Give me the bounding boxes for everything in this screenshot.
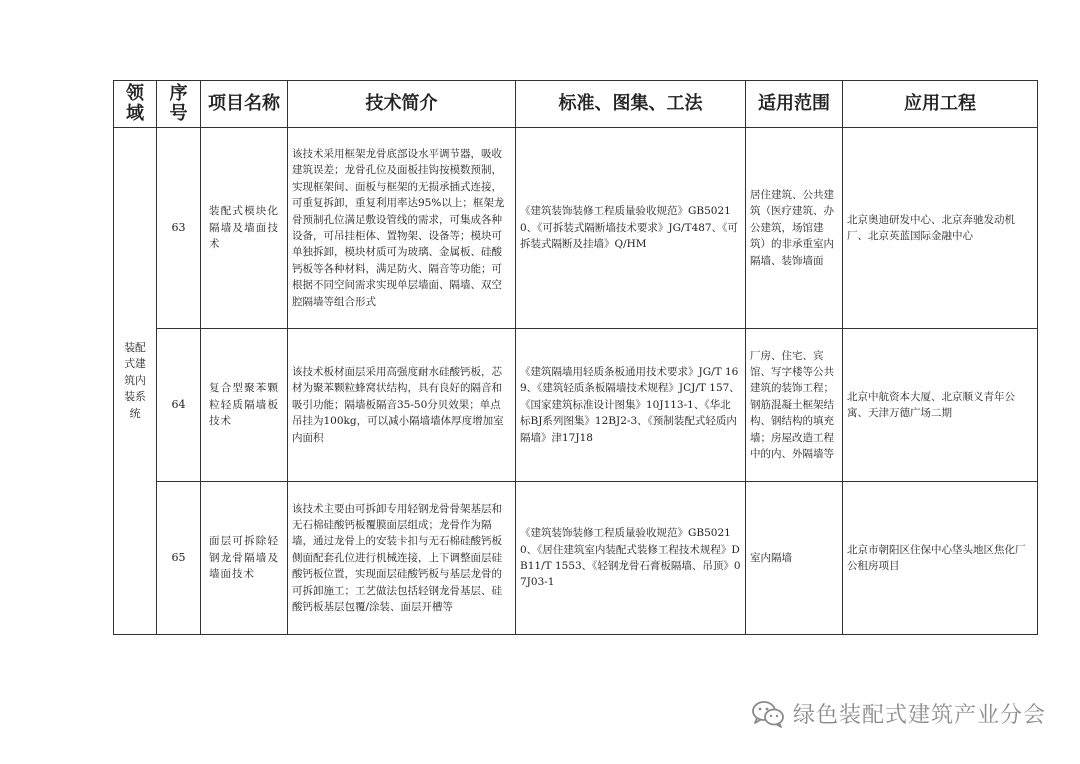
standards-cell: 《建筑隔墙用轻质条板通用技术要求》JG/T 169、《建筑轻质条板隔墙技术规程》JCJ/T 157、《国家建筑标准设计图集》10J113-1、《华北标BJ系列图集》12BJ2-3、《预制装配式轻质内隔墙》津17J18 xyxy=(516,329,746,482)
scope-cell: 室内隔墙 xyxy=(746,482,843,635)
domain-cell: 装配式建筑内装系统 xyxy=(114,128,157,635)
intro-cell: 该技术主要由可拆卸专用轻钢龙骨骨架基层和无石棉硅酸钙板覆膜面层组成；龙骨作为隔墙，通过龙骨上的安装卡扣与无石棉硅酸钙板侧面配套孔位进行机械连接，上下调整面层硅酸钙板位置，实现面层硅酸钙板与基层龙骨的可拆卸施工；工艺做法包括轻钢龙骨基层、硅酸钙板基层包覆/涂装、面层开槽等 xyxy=(288,482,516,635)
project-name-cell: 复合型聚苯颗粒轻质隔墙板技术 xyxy=(201,329,288,482)
seq-cell: 65 xyxy=(157,482,201,635)
table-header-row xyxy=(114,81,1038,128)
projects-cell: 北京市朝阳区住保中心垡头地区焦化厂公租房项目 xyxy=(843,482,1038,635)
header-domain: 领域 xyxy=(114,81,157,128)
watermark xyxy=(751,698,1046,729)
table-row xyxy=(114,329,1038,482)
watermark-text: 绿色装配式建筑产业分会 xyxy=(792,703,1046,728)
wechat-icon xyxy=(751,700,785,728)
standards-cell: 《建筑装饰装修工程质量验收规范》GB50210、《可拆装式隔断墙技术要求》JG/T487、《可拆装式隔断及挂墙》Q/HM xyxy=(516,128,746,329)
project-name-cell: 装配式模块化隔墙及墙面技术 xyxy=(201,128,288,329)
table-row xyxy=(114,128,1038,329)
project-name-cell: 面层可拆除轻钢龙骨隔墙及墙面技术 xyxy=(201,482,288,635)
seq-cell: 63 xyxy=(157,128,201,329)
scope-cell: 居住建筑、公共建筑（医疗建筑、办公建筑，场馆建筑）的非承重室内隔墙、装饰墙面 xyxy=(746,128,843,329)
standards-cell: 《建筑装饰装修工程质量验收规范》GB50210、《居住建筑室内装配式装修工程技术规程》DB11/T 1553、《轻钢龙骨石膏板隔墙、吊顶》07J03-1 xyxy=(516,482,746,635)
header-name: 项目名称 xyxy=(201,81,288,128)
seq-cell: 64 xyxy=(157,329,201,482)
header-intro: 技术简介 xyxy=(288,81,516,128)
projects-cell: 北京中航资本大厦、北京顺义青年公寓、天津万德广场二期 xyxy=(843,329,1038,482)
header-scope: 适用范围 xyxy=(746,81,843,128)
table-row xyxy=(114,482,1038,635)
header-projects: 应用工程 xyxy=(843,81,1038,128)
projects-cell: 北京奥迪研发中心、北京奔驰发动机厂、北京英蓝国际金融中心 xyxy=(843,128,1038,329)
header-seq: 序号 xyxy=(157,81,201,128)
intro-cell: 该技术板材面层采用高强度耐水硅酸钙板，芯材为聚苯颗粒蜂窝状结构，具有良好的隔音和吸引功能；隔墙板隔音35-50分贝效果；单点吊挂为100kg，可以减小隔墙墙体厚度增加室内面积 xyxy=(288,329,516,482)
scope-cell: 厂房、住宅、宾馆、写字楼等公共建筑的装饰工程；钢筋混凝土框架结构、钢结构的填充墙；房屋改造工程中的内、外隔墙等 xyxy=(746,329,843,482)
header-standards: 标准、图集、工法 xyxy=(516,81,746,128)
intro-cell: 该技术采用框架龙骨底部设水平调节器，吸收建筑误差；龙骨孔位及面板挂钩按模数预制，实现框架间、面板与框架的无损承插式连接，可重复拆卸，重复利用率达95%以上；框架龙骨预制孔位满足敷设管线的需求，可集成各种设备，可吊挂柜体、置物架、设备等；模块可单独拆卸，模块材质可为玻璃、金属板、硅酸钙板等各种材料，满足防火、隔音等功能；可根据不同空间需求实现单层墙面、隔墙、双空腔隔墙等组合形式 xyxy=(288,128,516,329)
technology-table xyxy=(113,80,1038,635)
